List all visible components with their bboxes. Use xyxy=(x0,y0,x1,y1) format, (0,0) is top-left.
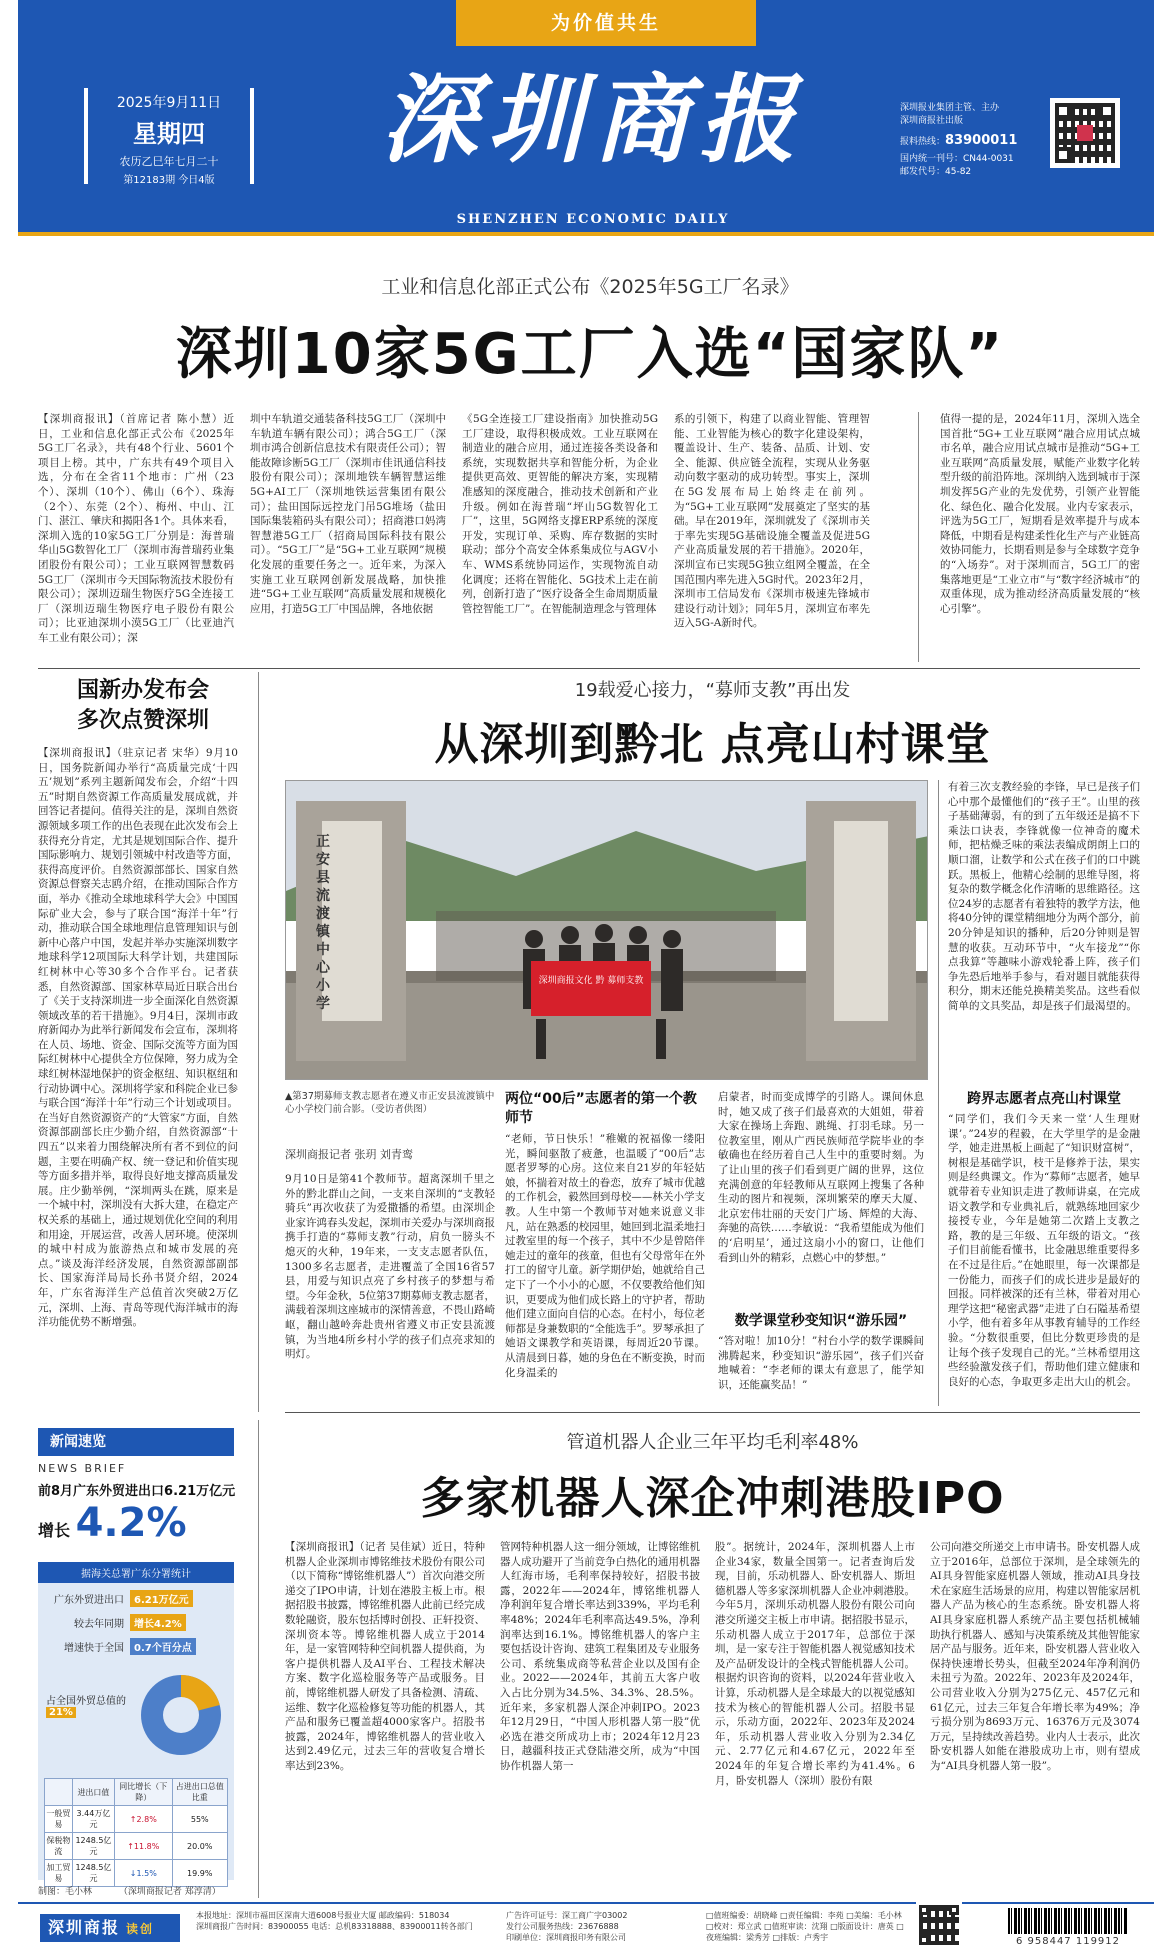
share-pie-chart xyxy=(136,1670,226,1760)
table-header: 进出口值 xyxy=(72,1779,114,1806)
footer-logo-text: 深圳商报 xyxy=(48,1918,121,1937)
teacher-subhead-1: 两位“00后”志愿者的第一个教师节 xyxy=(505,1091,697,1126)
section-divider xyxy=(38,668,1140,669)
robot-kicker: 管道机器人企业三年平均毛利率48% xyxy=(566,1432,859,1453)
table-cell: ↑11.8% xyxy=(115,1833,172,1860)
footer-distribution: 发行公司服务热线：23676888 xyxy=(506,1922,619,1931)
lead-kicker: 工业和信息化部正式公布《2025年5G工厂名录》 xyxy=(381,276,799,298)
cn-code: 国内统一刊号：CN44-0031 xyxy=(900,154,1014,164)
news-brief-headline: 前8月广东外贸进出口6.21万亿元 xyxy=(38,1484,236,1499)
column-divider xyxy=(938,780,939,1406)
post-code: 邮发代号：45-82 xyxy=(900,167,972,177)
sidebar-headline-2: 多次点赞深圳 xyxy=(76,708,209,733)
table-cell: 20.0% xyxy=(172,1833,227,1860)
teacher-headline: 从深圳到黔北 点亮山村课堂 xyxy=(434,719,991,770)
lead-column-5: 值得一提的是，2024年11月，深圳入选全国首批“5G+工业互联网”融合应用试点城市名单，融合应用试点城市是推动“5G+工业互联网”高质量发展，赋能产业数字化转型升级的前沿阵地。深圳纳入选到城市于深圳发挥5G产业的先发优势，引领产业智能化、绿色化、融合化发展。业内专家表示，评选为5G工厂，短期看是效率提升与成本降低，中期看是构建柔性化生产与产业链高效协同能力，长期看则是参与全球数字竞争的“入场券”。对于深圳而言，5G工厂的密集落地更是“工业立市”与“数字经济城市”的双重体现，成为推动经济高质量发展的“核心引擎”。 xyxy=(940,413,1140,615)
masthead xyxy=(18,0,1154,236)
robot-column-1: 【深圳商报讯】（记者 吴佳斌）近日，特种机器人企业深圳市博铭维技术股份有限公司（以下简称“博铭维机器人”）首次向港交所递交了IPO申请，计划在港股主板上市。根据招股书披露，博铭维机器人此前已经完成数轮融资，股东包括博时创投、正轩投资、深圳资本等。博铭维机器人成立于2014年，是一家管网特种空间机器人提供商，为客户提供机器人及AI平台、工程技术解决方案、数字化巡检服务等产品或服务。目前，博铭维机器人研发了具备检测、清疏、运维、数字化巡检修复等功能的机器人，其产品和服务已覆盖超4000家客户。招股书披露，2024年，博铭维机器人的营业收入达到2.49亿元，过去三年的营收复合增长率达到23%。 xyxy=(285,1541,485,1772)
table-cell: 1248.5亿元 xyxy=(72,1860,114,1887)
teacher-intro: 9月10日是第41个教师节。超离深圳千里之外的黔北群山之间，一支来自深圳的“支教轻骑兵”再次收获了为爱撒播的希望。由深圳企业家许鸿春头发起，深圳市关爱办与深圳商报携手打造的“募师支教”行动，肩负一膀头不熄灭的火种，19年来，一支支志愿者队伍，1300多名志愿者，走进覆盖了全国16省57县，用爱与知识点亮了乡村孩子的梦想与希望。今年金秋，5位第37期募师支教志愿者，满载着深圳这座城市的深情善意，不畏山路崎岖，翻山越岭奔赴贵州省遵义市正安县流渡镇，为当地4所乡村小学的孩子们点亮求知的明灯。 xyxy=(285,1173,495,1361)
infographic-title: 据海关总署广东分署统计 xyxy=(38,1562,234,1583)
pie-label: 占全国外贸总值的 xyxy=(46,1696,126,1707)
lead-column-2: 圳中车轨道交通装备科技5G工厂（深圳中车轨道车辆有限公司）；鸿合5G工厂（深圳市鸿合创新信息技术有限责任公司）；智能故障诊断5G工厂（深圳市佳讯通信科技股份有限公司）；深圳地铁车辆智慧运维5G+AI工厂（深圳地铁运营集团有限公司）；盐田国际远控龙门吊5G堆场（盐田国际集装箱码头有限公司）；招商港口妈湾智慧港5G工厂（招商局国际科技有限公司）。“5G工厂”是“5G+工业互联网”规模化发展的重要任务之一。近年来，为深入实施工业互联网创新发展战略，加快推进“5G+工业互联网”高质量发展和规模化应用，打造5G工厂中国品牌，各地依据 xyxy=(250,413,446,615)
robot-column-3: 股”。据统计，2024年，深圳机器人上市企业34家，数量全国第一。记者查询后发现，目前，乐动机器人、卧安机器人、斯坦德机器人等多家深圳机器人企业冲刺港股。今年5月，深圳乐动机器人股份有限公司向港交所递交主板上市申请。据招股书显示，乐动机器人成立于2017年，总部位于深圳，是一家专注于智能机器人视觉感知技术及产品研发设计的全栈式智能机器人公司。根据灼识咨询的资料，以2024年营业收入计算，乐动机器人是全球最大的以视觉感知技术为核心的智能机器人公司。招股书显示，乐动方面，2022年、2023年及2024年，乐动机器人营业收入分别为2.34亿元、2.77亿元和4.67亿元，2022年至2024年的年复合增长率约为41.4%。6月，卧安机器人（深圳）股份有限 xyxy=(715,1541,915,1787)
robot-column-4: 公司向港交所递交上市申请书。卧安机器人成立于2016年，总部位于深圳，是全球领先的AI具身智能家庭机器人领域，推动AI具身技术在家庭生活场景的应用，构建以智能家居机器人产品为核心的生态系统。卧安机器人将AI具身家庭机器人系统产品主要包括机械辅助执行机器人、感知与决策系统及其他智能家居产品与服务。近年来，卧安机器人营业收入保持快速增长势头，但截至2024年净利润仍未扭亏为盈。2022年、2023年及2024年，公司营业收入分别为275亿元、457亿元和61亿元，过去三年复合年增长率为49%；净亏损分别为8693万元、16376万元及3074万元，呈持续改善趋势。业内人士表示，此次卧安机器人如能在港股成功上市，则有望成为“AI具身机器人第一股”。 xyxy=(930,1541,1140,1772)
footer-print: 印刷单位：深圳商报印务有限公司 xyxy=(506,1933,626,1942)
info-row-label: 较去年同期 xyxy=(74,1619,124,1630)
robot-column-2: 管网特种机器人这一细分领域，让博铭维机器人成功避开了当前竞争白热化的通用机器人红海市场，毛利率保持较好，招股书披露，2022年——2024年，博铭维机器人净利润年复合增长率达到339%，平均毛利率48%；2024年毛利率高达49.5%，净利润率达到16.1%。博铭维机器人的客户主要包括设计咨询、建筑工程集团及专业服务公司、系统集成商等私营企业以及国有企业。2022——2024年，其前五大客户收入占比分别为34.5%、34.3%、28.5%。近年来，多家机器人深企冲刺IPO。2023年12月29日，“中国人形机器人第一股”优必选在港交所成功上市；2024年12月23日，越疆科技正式登陆港交所，成为“中国协作机器人第一 xyxy=(500,1541,700,1772)
teacher-column-4: 有着三次支教经验的李锋，早已是孩子们心中那个最懂他们的“孩子王”。山里的孩子基础薄弱，有的到了五年级还是搞不下乘法口诀表，李锋就像一位神奇的魔术师，把枯燥乏味的乘法表编成朗朗上口的顺口溜，让数学和公式在孩子们的口中跳跃。黑板上，他精心绘制的思维导图，将复杂的数学概念化作清晰的思维路径。这位24岁的志愿者有着独特的教学方法，他将40分钟的课堂精细地分为两个部分，前20分钟是知识的播种，后20分钟则是智慧的收获。互动环节中，“火车接龙”“你点我算”等趣味小游戏轮番上阵，孩子们争先恐后地举手参与，看对题目就能获得积分，期末还能兑换精美奖品。这些看似简单的文具奖品，却是孩子们最渴望的。 xyxy=(948,781,1140,1012)
table-cell: 1248.5亿元 xyxy=(72,1833,114,1860)
sidebar-body: 【深圳商报讯】（驻京记者 宋华）9月10日，国务院新闻办举行“高质量完成‘十四五’规划”系列主题新闻发布会，介绍“十四五”时期自然资源工作高质量发展成就，并回答记者提问。值得关注的是，深圳自然资源领域多项工作的出色表现在此次发布会上获得充分肯定，尤其是规划国际合作、提升国际影响力、规划引领城中村改造等方面，获得高度评价。自然资源部部长、国家自然资源总督察关志鸥介绍，在推动国际合作方面，举办《推动全球地球科学大会》中国国际矿业大会，参与了联合国“海洋十年”行动，推动联合国全球地理信息管理知识与创新中心落户中国，发起并举办实施深圳数字地球科学12项国际大科学计划，共建国际红树林中心等30多个合作平台。记者获悉，自然资源部、国家林草局近日联合出台了《关于支持深圳进一步全面深化自然资源领域改革的若干措施》。9月4日，深圳市政府新闻办为此举行新闻发布会宣布，深圳将在人员、场地、资金、国际交流等方面为国际红树林中心提供全方位保障，努力成为全球红树林湿地保护的资金枢纽、知识枢纽和行动协调中心。深圳将学家和科院企业已参与联合国“海洋十年”行动三个计划或项目。在当好自然资源资产的“大管家”方面，自然资源部副部长庄少勤介绍，自然资源部“十四五”以来着力围绕解决所有者不到位的问题，主要在明确产权、统一登记和价值实现等方面多措并举，取得良好地支撑高质量发展。庄少勤举例，“深圳两头在跳，原来是一个城中村，深圳没有大拆大建，在稳定产权关系的基础上，通过规划优化空间的利用和用途，开展运营，改善人居环境。使深圳的城中村成为旅游热点和城市发展的亮点。”谈及海洋经济发展，自然资源部副部长、国家海洋局局长孙书贤介绍，2024年，广东省海洋生产总值首次突破2万亿元，深圳、上海、青岛等现代海洋城市的海洋功能优势不断增强。 xyxy=(38,747,238,1329)
date: 2025年9月11日 xyxy=(116,95,222,111)
lead-column-3: 《5G全连接工厂建设指南》加快推动5G工厂建设，取得积极成效。工业互联网在制造业的融合应用，通过连接各类设备和系统，实现数据共享和智能分析，为企业提供更高效、更智能的解决方案，实现精准感知的深度融合，推动技术创新和产业升级。例如在海普瑞“坪山5G数智化工厂”，这里，5G网络支撑ERP系统的深度开发，实现订单、采购、库存数据的实时联动；部分个高安全体系集成位与AGV小车、WMS系统协同运作，实现物流自动化调度；还将在智能化、5G技术上走在前列，创新打造了“医疗设备全生命周期质量管控智能工厂”。在智能制造理念与管理体 xyxy=(462,413,658,615)
hotline-label: 报料热线： xyxy=(900,137,946,147)
table-cell: 19.9% xyxy=(172,1860,227,1887)
pie-value: 21% xyxy=(46,1707,76,1718)
table-cell: 加工贸易 xyxy=(45,1860,73,1887)
date-box xyxy=(84,88,254,184)
table-header-row xyxy=(45,1779,228,1806)
slogan-bar: 为价值共生 xyxy=(456,0,756,46)
table-cell: ↑2.8% xyxy=(115,1806,172,1833)
footer-qr-code-icon[interactable] xyxy=(916,1902,962,1948)
teacher-sub2-body: “答对啦！加10分！”村台小学的数学课瞬间沸腾起来，秒变知识“游乐园”，孩子们兴奋地喊着：“李老师的课太有意思了，能学知识，还能赢奖品！” xyxy=(718,1335,924,1391)
photo-banner-text: 深圳商报文化 黔 募师支教 xyxy=(538,976,644,986)
footer-logo xyxy=(40,1914,180,1942)
footer-address: 本报地址：深圳市福田区深南大道6008号报业大厦 邮政编码：518034 xyxy=(196,1911,450,1920)
teacher-subhead-2: 数学课堂秒变知识“游乐园” xyxy=(734,1313,908,1329)
news-brief-title-en: NEWS BRIEF xyxy=(38,1462,127,1475)
info-row xyxy=(44,1614,230,1631)
table-cell: 3.44万亿元 xyxy=(72,1806,114,1833)
lead-column-4: 系的引领下，构建了以商业智能、管理智能、工业智能为核心的数字化建设架构，覆盖设计、生产、装备、品质、计划、安全、能源、供应链全流程，实现从业务驱动向数字驱动的成功转型。事实上，深圳在5G发展布局上始终走在前列。为“5G+工业互联网”发展奠定了坚实的基础。早在2019年，深圳就发了《深圳市关于率先实现5G基础设施全覆盖及促进5G产业高质量发展的若干措施》。2020年，深圳宣布已实现5G独立组网全覆盖，在全国范围内率先进入5G时代。2023年2月，深圳市工信局发布《深圳市极速先锋城市建设行动计划》；同年5月，深圳宣布率先迈入5G-A新时代。 xyxy=(674,413,870,630)
sidebar-headline-1: 国新办发布会 xyxy=(76,678,209,703)
lead-headline: 深圳10家5G工厂入选“国家队” xyxy=(175,322,1005,387)
pie-caption xyxy=(46,1692,126,1718)
qr-code-icon[interactable] xyxy=(1050,98,1120,168)
robot-headline: 多家机器人深企冲刺港股IPO xyxy=(420,1473,1005,1524)
weekday: 星期四 xyxy=(133,120,205,148)
column-divider xyxy=(918,412,919,662)
barcode-icon xyxy=(1008,1908,1128,1934)
table-header: 同比增长（下降） xyxy=(115,1779,172,1806)
infographic-credit xyxy=(38,1884,234,1897)
pie-hole xyxy=(163,1697,199,1733)
footer-ad-license: 广告许可证号：深工商广字03002 xyxy=(506,1911,628,1920)
info-row-label: 增速快于全国 xyxy=(64,1643,124,1654)
table-header: 占进出口总值比重 xyxy=(172,1779,227,1806)
brief-source: （深圳商报记者 郑淳清） xyxy=(118,1887,221,1897)
lunar-date: 农历乙巳年七月二十 xyxy=(119,155,219,168)
barcode-number: 6 958447 119912 xyxy=(1015,1936,1121,1947)
table-cell: 55% xyxy=(172,1806,227,1833)
photo-caption: ▲第37期募师支教志愿者在遵义市正安县流渡镇中心小学校门前合影。（受访者供图） xyxy=(285,1091,495,1115)
lead-column-1: 【深圳商报讯】（首席记者 陈小慧）近日，工业和信息化部正式公布《2025年5G工厂名录》，共有48个行业、5601个项目上榜。其中，广东共有49个项目入选，分布在全省11个地市：广州（23个）、深圳（10个）、佛山（6个）、珠海（2个）、东莞（2个）、梅州、中山、江门、湛江、肇庆和揭阳各1个。具体来看，深圳入选的10家5G工厂分别是：海普瑞华山5G数智化工厂（深圳市海普瑞药业集团股份有限公司）；工业互联网智慧数码5G工厂（深圳市今天国际物流技术股份有限公司）；深圳迈瑞生物医疗5G全连接工厂（深圳迈瑞生物医疗电子股份有限公司）；比亚迪深圳小漠5G工厂（比亚迪汽车工业有限公司）；深 xyxy=(38,413,234,644)
school-sign: 正安县流渡镇中心小学 xyxy=(316,834,330,1012)
table-cell: ↓1.5% xyxy=(115,1860,172,1887)
footer-editors: □值班编委：胡晓峰 □责任编辑：李苑 □美编：毛小林 □校对：郑立武 □值班审读：沈翔 □版面设计：唐英 □夜班编辑：梁秀芳 □排版：卢秀宇 xyxy=(706,1911,904,1942)
paper-logo: 深圳商报 xyxy=(381,63,805,176)
footer-license-block xyxy=(506,1910,696,1943)
table-row xyxy=(45,1860,228,1887)
sidebar-divider xyxy=(258,672,259,1412)
table-cell: 一般贸易 xyxy=(45,1806,73,1833)
info-row xyxy=(44,1638,230,1655)
publisher-line-2: 深圳商报社出版 xyxy=(900,116,964,126)
footer-address-block xyxy=(196,1910,496,1932)
section-divider xyxy=(285,1412,1140,1413)
credit: 制图：毛小林 xyxy=(38,1887,93,1897)
hotline-number: 83900011 xyxy=(945,133,1018,148)
teacher-column-3: 启蒙者，时而变成博学的引路人。课间休息时，她又成了孩子们最喜欢的大姐姐，带着大家在操场上奔跑、跳绳、打羽毛球。另一位教室里，刚从广西民族师范学院毕业的李敏确也在经历着自己人生中的重要时刻。为了让山里的孩子们看到更广阔的世界，这位充满创意的年轻教师从互联网上搜集了各种生动的图片和视频，深圳繁荣的摩天大厦、北京宏伟壮丽的天安门广场、辉煌的大海、奔驰的高铁……李敏说：“我希望能成为他们的‘启明星’，通过这扇小小的窗口，让他们看到山外的精彩，点燃心中的梦想。” xyxy=(718,1091,924,1264)
publisher-line-1: 深圳报业集团主管、主办 xyxy=(900,103,1000,113)
teacher-sub3-body: “同学们，我们今天来一堂‘人生理财课’。”24岁的程毅，在大学里学的是金融学，她走进黑板上画起了“知识财富树”，树根是基础学识，枝干是修养于法，果实则是经典课文。作为“募师”志愿者，她早就带着专业知识走进了教师讲桌，在完成语文教学和专业典礼后，就熟练地回家少接授专业，今年是她第二次踏上支教之路，教的是三年级、五年级的语文。“孩子们目前能看懂书，比金融思维重要得多在不过是往后。”在她眼里，每一次课都是一份能力，而孩子们的成长进步是最好的回报。同样被深的还有兰林，带着对用心理学这把“秘密武器”走进了白石隘基希望小学，他有着多年从事教育辅导的工作经验。“分数很重要，但比分数更珍贵的是让每个孩子发现自己的光。”兰林希望用这些经验激发孩子们，帮助他们建立健康和良好的心态，争取更多走出大山的机会。 xyxy=(948,1113,1140,1388)
trade-table xyxy=(44,1778,228,1887)
teacher-sub1-body: “老师，节日快乐！”稚嫩的祝福像一缕阳光，瞬间驱散了疲惫，也温暖了“00后”志愿者罗琴的心房。这位来自21岁的年轻姑娘，怀揣着对故土的眷恋，放弃了城市优越的工作机会，毅然回到母校——林关小学支教。人生中第一个教师节对她来说意义非凡，站在熟悉的校园里，她回到北温柔地扫过教室里的每一个孩子，其中不少是曾陪伴她走过的童年的孩童，但也有父母常年在外打工的留守儿童。新学期伊始，她就给自己定下了一个小小的心愿，不仅要教给他们知识，更要成为他们成长路上的守护者，帮助他们建立面向自信的心态。在村小，每位老师都是身兼数职的“全能选手”。罗琴承担了她语文课教学和英语课，每周近20节课。从清晨到日暮，她的身色在不断变换，时而化身温柔的 xyxy=(505,1133,705,1379)
info-row-label: 广东外贸进出口 xyxy=(54,1595,124,1606)
volunteers-photo xyxy=(285,780,928,1080)
news-brief-title: 新闻速览 xyxy=(38,1428,234,1456)
info-row xyxy=(44,1590,230,1607)
teacher-byline: 深圳商报记者 张玥 刘青鸾 xyxy=(285,1148,413,1161)
table-row xyxy=(45,1833,228,1860)
paper-name-en: SHENZHEN ECONOMIC DAILY xyxy=(456,212,730,227)
growth-label: 增长 xyxy=(38,1521,71,1540)
issue-number: 第12183期 今日4版 xyxy=(123,175,215,186)
footer-logo-sub: 读创 xyxy=(126,1922,155,1936)
info-row-value: 增长4.2% xyxy=(130,1614,186,1631)
growth-line xyxy=(38,1500,248,1546)
photo-illustration xyxy=(286,781,928,1080)
trade-infographic xyxy=(38,1562,234,1883)
table-row xyxy=(45,1806,228,1833)
footer xyxy=(18,1902,1154,1948)
table-header xyxy=(45,1779,73,1806)
table-cell: 保税物流 xyxy=(45,1833,73,1860)
growth-value: 4.2% xyxy=(75,1500,187,1546)
sidebar-divider xyxy=(258,1420,259,1898)
teacher-subhead-3: 跨界志愿者点亮山村课堂 xyxy=(967,1091,1121,1107)
footer-tel: 深圳商报广告时间：83900055 电话：总机83318888、83900011转各部门 xyxy=(196,1922,473,1931)
publisher-info xyxy=(900,102,1050,179)
info-row-value: 0.7个百分点 xyxy=(130,1638,196,1655)
teacher-kicker: 19载爱心接力，“募师支教”再出发 xyxy=(574,680,851,701)
info-row-value: 6.21万亿元 xyxy=(130,1590,193,1607)
